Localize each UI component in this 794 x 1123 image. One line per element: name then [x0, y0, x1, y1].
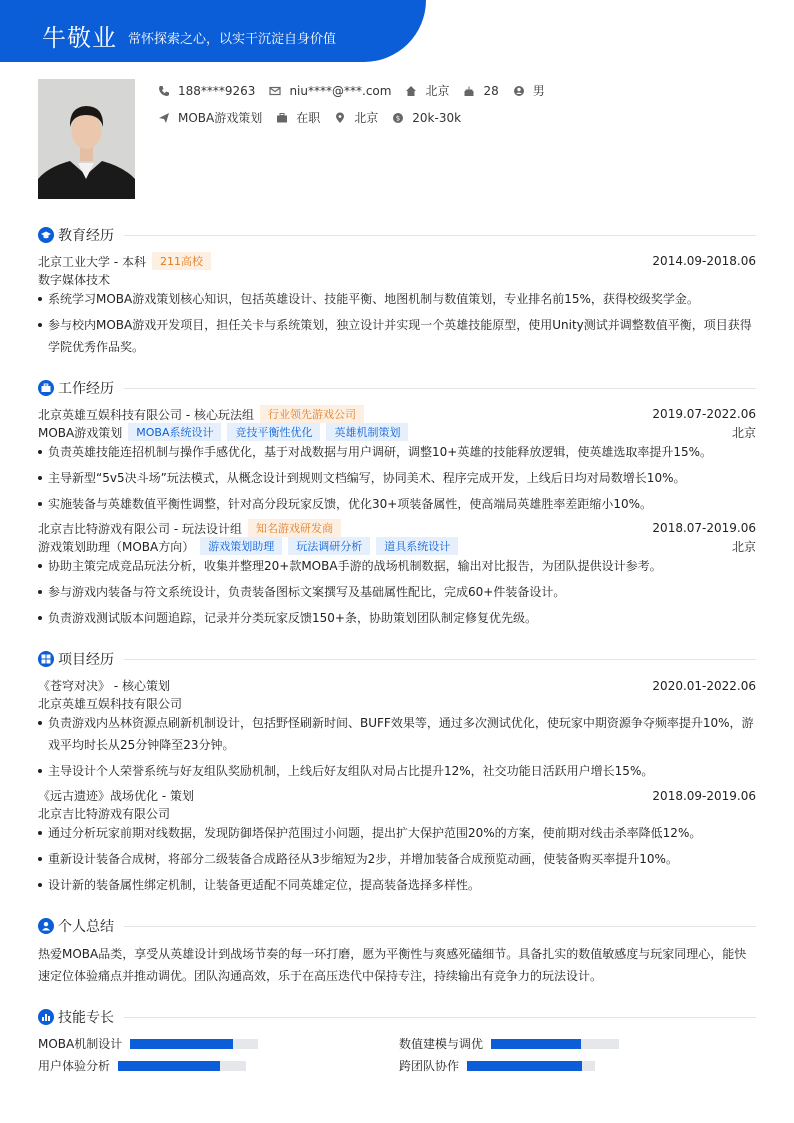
- skill-bar-fill: [118, 1061, 220, 1071]
- city-text: 北京: [425, 84, 450, 98]
- user-icon: [38, 918, 54, 934]
- section-project: [38, 649, 756, 669]
- work-city: 北京: [731, 425, 756, 440]
- company-tag: 行业领先游戏公司: [260, 405, 364, 423]
- project-name: 《远古遗迹》战场优化 - 策划: [38, 789, 194, 803]
- bar-chart-icon: [38, 1009, 54, 1025]
- candidate-name: 牛敬业: [42, 24, 117, 52]
- cake-icon: [463, 85, 475, 97]
- education-header: [38, 252, 756, 270]
- mail-icon: [269, 85, 281, 97]
- work-1-role-row: [38, 423, 756, 441]
- email-item: [269, 84, 391, 98]
- gender-text: 男: [532, 84, 545, 98]
- education-date: 2014.09-2018.06: [652, 254, 756, 268]
- skill-bar: [130, 1039, 258, 1049]
- work-bullet: 实施装备与英雄数值平衡性调整，针对高分段玩家反馈，优化30+项装备属性，使高端局英雄胜率差距缩小10%。: [38, 493, 756, 515]
- home-icon: [405, 85, 417, 97]
- section-title-skills: 技能专长: [58, 1010, 114, 1026]
- skill-tag: 游戏策划助理: [200, 537, 282, 555]
- section-title-project: 项目经历: [58, 652, 114, 668]
- skill-name: MOBA机制设计: [38, 1037, 123, 1051]
- work-date: 2018.07-2019.06: [652, 521, 756, 535]
- section-divider: [124, 926, 756, 927]
- skill-bar: [118, 1061, 246, 1071]
- target-city-text: 北京: [354, 111, 379, 125]
- work-1-header: [38, 405, 756, 423]
- section-skills: [38, 1007, 756, 1027]
- section-title-summary: 个人总结: [58, 919, 114, 935]
- project-bullet: 重新设计装备合成树，将部分二级装备合成路径从3步缩短为2步，并增加装备合成预览动画，使装备购买率提升10%。: [38, 848, 756, 870]
- salary-item: [392, 111, 461, 125]
- skill-item: [38, 1035, 258, 1052]
- skill-tag: 道具系统设计: [376, 537, 458, 555]
- gender-item: [513, 82, 545, 99]
- svg-text:$: $: [396, 114, 401, 123]
- summary-text: 热爱MOBA品类，享受从英雄设计到战场节奏的每一环打磨，愿为平衡性与爽感死磕细节。具备扎实的数值敏感度与玩家同理心，能快速定位体验痛点并推动调优。团队沟通高效，乐于在高压迭代中保持专注，持续输出有竞争力的玩法设计。: [38, 947, 747, 983]
- skill-bar-fill: [491, 1039, 581, 1049]
- skill-tag: 竞技平衡性优化: [227, 423, 320, 441]
- project-date: 2020.01-2022.06: [652, 678, 756, 693]
- education-major: 数字媒体技术: [38, 273, 111, 287]
- project-bullet: 设计新的装备属性绑定机制，让装备更适配不同英雄定位，提高装备选择多样性。: [38, 874, 756, 896]
- send-icon: [158, 112, 170, 124]
- briefcase-icon: [276, 112, 288, 124]
- section-divider: [124, 388, 756, 389]
- skill-item: [399, 1035, 619, 1052]
- project-name: 《苍穹对决》 - 核心策划: [38, 679, 170, 693]
- project-bullet: 负责游戏内丛林资源点刷新机制设计，包括野怪刷新时间、BUFF效果等，通过多次测试优化，使玩家中期资源争夺频率提升10%，游戏平均时长从25分钟降至23分钟。: [38, 712, 756, 756]
- skill-tag: MOBA系统设计: [128, 423, 221, 441]
- briefcase-icon: [38, 380, 54, 396]
- salary-text: 20k-30k: [412, 110, 462, 125]
- work-bullet: 负责英雄技能连招机制与操作手感优化，基于对战数据与用户调研，调整10+英雄的技能释放逻辑，使英雄选取率提升15%。: [38, 441, 756, 463]
- project-bullet: 通过分析玩家前期对线数据，发现防御塔保护范围过小问题，提出扩大保护范围20%的方案，使前期对线击杀率降低12%。: [38, 822, 756, 844]
- email-text: niu****@***.com: [289, 83, 392, 98]
- project-date: 2018.09-2019.06: [652, 788, 756, 803]
- header-banner: [0, 0, 426, 62]
- status-text: 在职: [296, 111, 321, 125]
- target-city-item: [334, 109, 378, 126]
- skill-bar: [467, 1061, 595, 1071]
- skill-bar-fill: [467, 1061, 582, 1071]
- school-name: 北京工业大学 - 本科: [38, 254, 146, 269]
- project-2-header: [38, 787, 756, 804]
- work-date: 2019.07-2022.06: [652, 407, 756, 421]
- skill-tag: 玩法调研分析: [288, 537, 370, 555]
- project-1-header: [38, 677, 756, 694]
- project-bullet: 主导设计个人荣誉系统与好友组队奖励机制，上线后好友组队对局占比提升12%，社交功能日活跃用户增长15%。: [38, 760, 756, 782]
- skill-bar: [491, 1039, 619, 1049]
- work-city: 北京: [731, 539, 756, 554]
- contact-row-1: [158, 82, 559, 99]
- work-role: 游戏策划助理（MOBA方向）: [38, 539, 195, 554]
- work-2-role-row: [38, 537, 756, 555]
- school-tag: 211高校: [152, 252, 211, 270]
- section-education: [38, 225, 756, 245]
- skill-item: [399, 1057, 595, 1074]
- skill-tag: 英雄机制策划: [326, 423, 408, 441]
- profile-photo: [38, 79, 135, 199]
- work-company: 北京吉比特游戏有限公司 - 玩法设计组: [38, 521, 242, 536]
- section-work: [38, 378, 756, 398]
- grid-icon: [38, 651, 54, 667]
- location-pin-icon: [334, 112, 346, 124]
- project-company: 北京英雄互娱科技有限公司: [38, 697, 183, 711]
- education-bullet: 参与校内MOBA游戏开发项目，担任关卡与系统策划，独立设计并实现一个英雄技能原型，使用Unity测试并调整数值平衡，项目获得学院优秀作品奖。: [38, 314, 756, 358]
- position-text: MOBA游戏策划: [178, 111, 263, 125]
- candidate-slogan: 常怀探索之心，以实干沉淀自身价值: [128, 32, 337, 47]
- work-bullet: 主导新型“5v5决斗场”玩法模式，从概念设计到规则文档编写，协同美术、程序完成开发，上线后日均对局数增长10%。: [38, 467, 756, 489]
- contact-row-2: [158, 109, 475, 126]
- section-summary: [38, 916, 756, 936]
- phone-text: 188****9263: [178, 83, 256, 98]
- work-bullet: 负责游戏测试版本问题追踪，记录并分类玩家反馈150+条，协助策划团队制定修复优先级。: [38, 607, 756, 629]
- company-tag: 知名游戏研发商: [248, 519, 341, 537]
- project-company: 北京吉比特游戏有限公司: [38, 807, 171, 821]
- graduation-cap-icon: [38, 227, 54, 243]
- work-bullet: 协助主策完成竞品玩法分析，收集并整理20+款MOBA手游的战场机制数据，输出对比报告，为团队提供设计参考。: [38, 555, 756, 577]
- project-1-company-row: [38, 695, 756, 712]
- work-company: 北京英雄互娱科技有限公司 - 核心玩法组: [38, 407, 254, 422]
- age-text: 28: [483, 83, 499, 98]
- phone-item: [158, 84, 255, 98]
- skill-name: 用户体验分析: [38, 1059, 111, 1073]
- phone-icon: [158, 85, 170, 97]
- skill-item: [38, 1057, 246, 1074]
- user-icon: [513, 85, 525, 97]
- city-item: [405, 82, 449, 99]
- work-2-header: [38, 519, 756, 537]
- work-bullet: 参与游戏内装备与符文系统设计，负责装备图标文案撰写及基础属性配比，完成60+件装备设计。: [38, 581, 756, 603]
- section-title-work: 工作经历: [58, 381, 114, 397]
- skill-name: 跨团队协作: [399, 1059, 460, 1073]
- education-bullet: 系统学习MOBA游戏策划核心知识，包括英雄设计、技能平衡、地图机制与数值策划，专业排名前15%，获得校级奖学金。: [38, 288, 756, 310]
- status-item: [276, 109, 320, 126]
- section-title-education: 教育经历: [58, 228, 114, 244]
- position-item: [158, 109, 262, 126]
- section-divider: [124, 659, 756, 660]
- money-icon: [392, 112, 404, 124]
- skill-bar-fill: [130, 1039, 232, 1049]
- section-divider: [124, 1017, 756, 1018]
- education-major-row: [38, 271, 756, 288]
- project-2-company-row: [38, 805, 756, 822]
- age-item: [463, 84, 498, 98]
- work-role: MOBA游戏策划: [38, 425, 123, 440]
- section-divider: [124, 235, 756, 236]
- skill-name: 数值建模与调优: [399, 1037, 484, 1051]
